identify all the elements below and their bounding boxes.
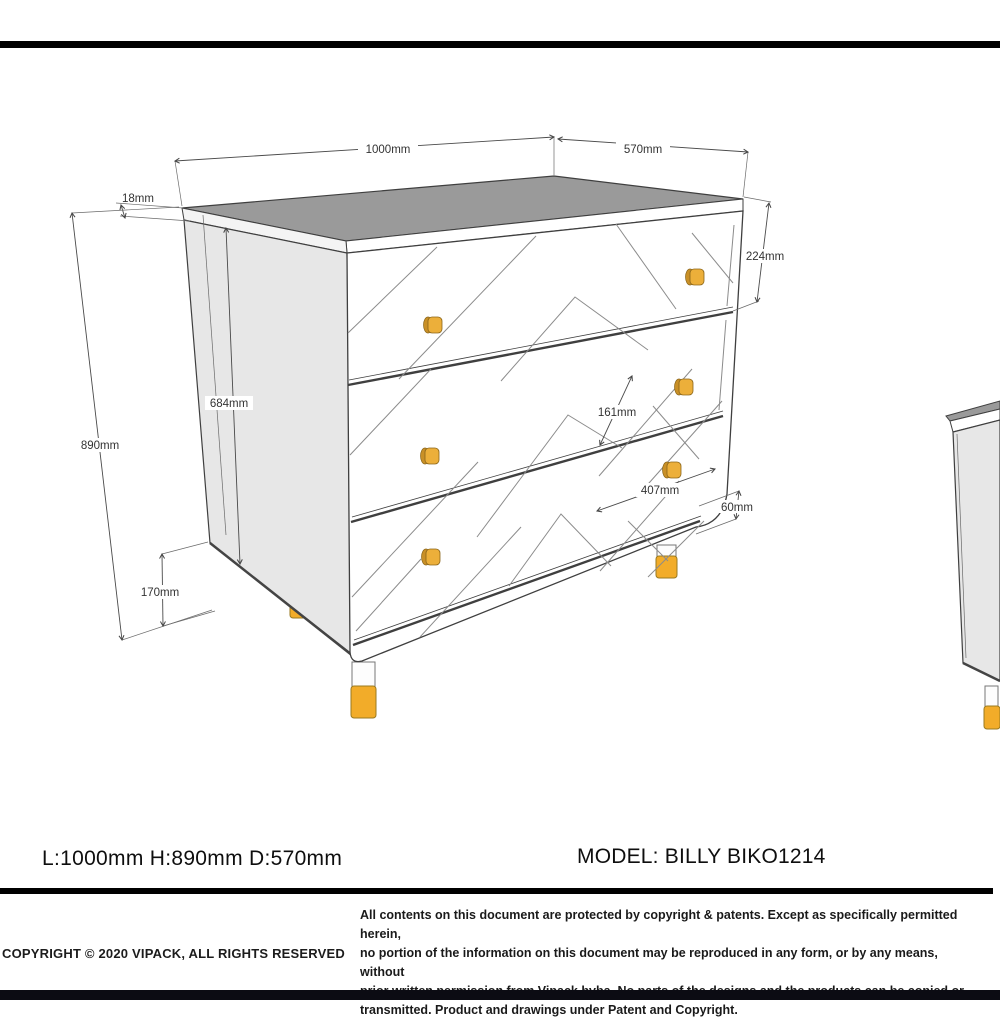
overall-dimensions-text: L:1000mm H:890mm D:570mm [42,847,343,870]
dim-top-thickness-label: 18mm [122,193,154,205]
dim-top-drawer-height-label: 224mm [745,251,785,263]
dim-handle-span-label: 407mm [640,485,680,497]
dim-leg-height-label: 170mm [140,587,180,599]
dresser-leg-front-right [656,545,677,578]
knob [424,317,443,333]
knob [663,462,682,478]
dim-width-label: 1000mm [365,144,411,156]
dim-drawer-spacing-label: 161mm [597,407,637,419]
knob [686,269,705,285]
partial-dresser-leg [984,686,1000,729]
legal-notice [360,906,985,1020]
partial-side-panel [953,420,1000,681]
bottom-border-bar [0,990,1000,1000]
legal-line: transmitted. Product and drawings under Patent and Copyright. [360,1003,738,1017]
copyright-text: COPYRIGHT © 2020 VIPACK, ALL RIGHTS RESERVED [2,946,345,961]
legal-line: no portion of the information on this document may be reproduced in any form, or by any means, without [360,946,938,979]
knob [675,379,694,395]
dim-leg-height [137,542,215,626]
dresser-3d-view [182,176,743,718]
knob [422,549,441,565]
knob [421,448,440,464]
model-name-text: MODEL: BILLY BIKO1214 [577,845,826,868]
dim-bottom-rail-label: 60mm [721,502,753,514]
dresser-front-face [347,211,743,662]
footer-divider-line [0,888,993,894]
dim-carcass-height-label: 684mm [209,398,249,410]
dim-depth-label: 570mm [623,144,663,156]
dim-overall-height-label: 890mm [80,440,120,452]
legal-line: All contents on this document are protected by copyright & patents. Except as specifically permitted herein, [360,908,958,941]
dresser-leg-front-left [351,662,376,718]
partial-dresser-right [946,401,1000,729]
